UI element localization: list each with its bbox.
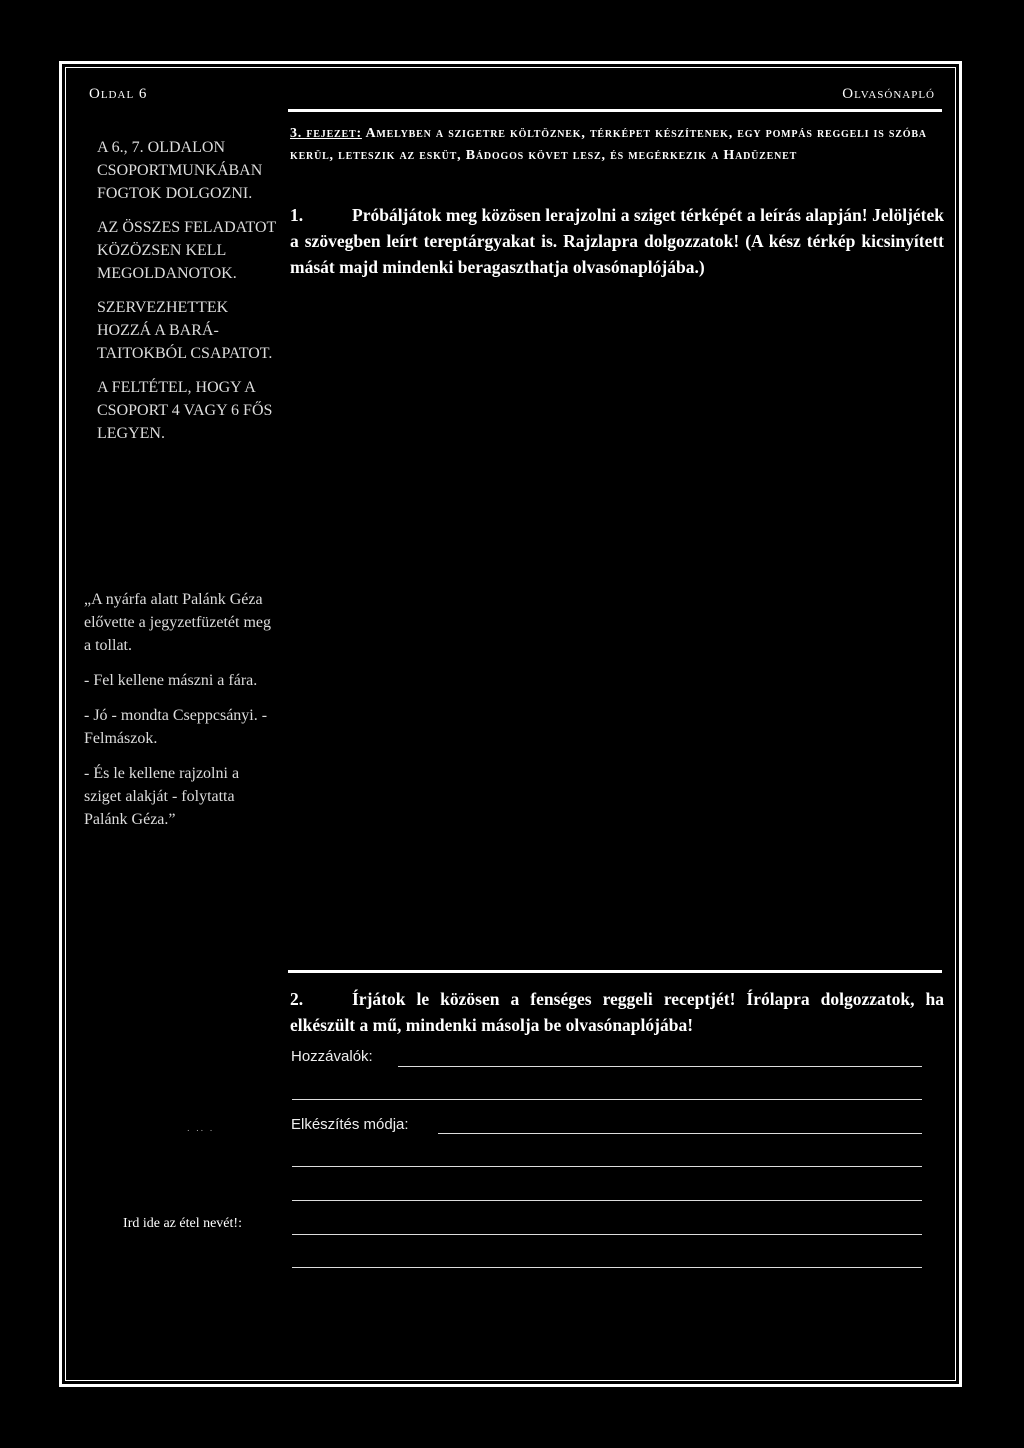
sidebar-instructions — [97, 136, 277, 456]
ingredients-line-2[interactable] — [292, 1099, 922, 1100]
quote-line-1: „A nyárfa alatt Palánk Géza elővette a jegyzetfüzetét meg a tollat. — [84, 591, 272, 654]
task-2-text: Írjátok le közösen a fenséges reggeli receptjét! Írólapra dolgozzatok, ha elkészült a mű, mindenki másolja be olvasónaplójába! — [290, 989, 944, 1035]
method-line-4[interactable] — [292, 1234, 922, 1235]
page-number: Oldal 6 — [89, 86, 148, 102]
method-line-1[interactable] — [438, 1133, 922, 1134]
dish-dots: . .. . — [187, 1124, 215, 1133]
sidebar-quote — [84, 588, 280, 843]
dish-name-label: Ird ide az étel nevét!: — [123, 1216, 242, 1231]
quote-line-4: - És le kellene rajzolni a sziget alakját - folytatta Palánk Géza.” — [84, 765, 240, 828]
section-rule — [288, 970, 942, 973]
instruction-4: A FELTÉTEL, HOGY A CSOPORT 4 VAGY 6 FŐS LEGYEN. — [97, 379, 273, 442]
method-line-3[interactable] — [292, 1200, 922, 1201]
chapter-number: 3. fejezet: — [290, 126, 362, 141]
instruction-3: SZERVEZHETTEK HOZZÁ A BARÁTAITOKBÓL CSAPATOT. — [97, 299, 273, 362]
method-line-5[interactable] — [292, 1267, 922, 1268]
task-1-text: Próbáljátok meg közösen lerajzolni a sziget térképét a leírás alapján! Jelöljétek a szövegben leírt tereptárgyakat is. Rajzlapra dolgozzatok! (A kész térkép kicsinyített mását majd mindenki beragaszthatja olvasónaplójába.) — [290, 205, 944, 277]
quote-line-2: - Fel kellene mászni a fára. — [84, 672, 258, 689]
task-1-number: 1. — [290, 205, 304, 225]
journal-title: Olvasónapló — [842, 86, 935, 102]
chapter-heading — [290, 123, 942, 167]
task-2-number: 2. — [290, 989, 304, 1009]
ingredients-line-1[interactable] — [398, 1066, 922, 1067]
chapter-title: Amelyben a szigetre költöznek, térképet készítenek, egy pompás reggeli is szóba kerül, leteszik az esküt, Bádogos követ lesz, és megérkezik a Hadüzenet — [290, 126, 927, 163]
method-line-2[interactable] — [292, 1166, 922, 1167]
instruction-2: AZ ÖSSZES FELADATOT KÖZÖZSEN KELL MEGOLDANOTOK. — [97, 219, 276, 282]
instruction-1: A 6., 7. OLDALON CSOPORTMUNKÁBAN FOGTOK DOLGOZNI. — [97, 139, 263, 202]
quote-line-3: - Jó - mondta Cseppcsányi. - Felmászok. — [84, 707, 268, 747]
method-label: Elkészítés módja: — [291, 1116, 409, 1133]
ingredients-label: Hozzávalók: — [291, 1048, 373, 1065]
header-rule — [288, 109, 942, 112]
task-1 — [290, 202, 944, 280]
task-2 — [290, 986, 944, 1038]
